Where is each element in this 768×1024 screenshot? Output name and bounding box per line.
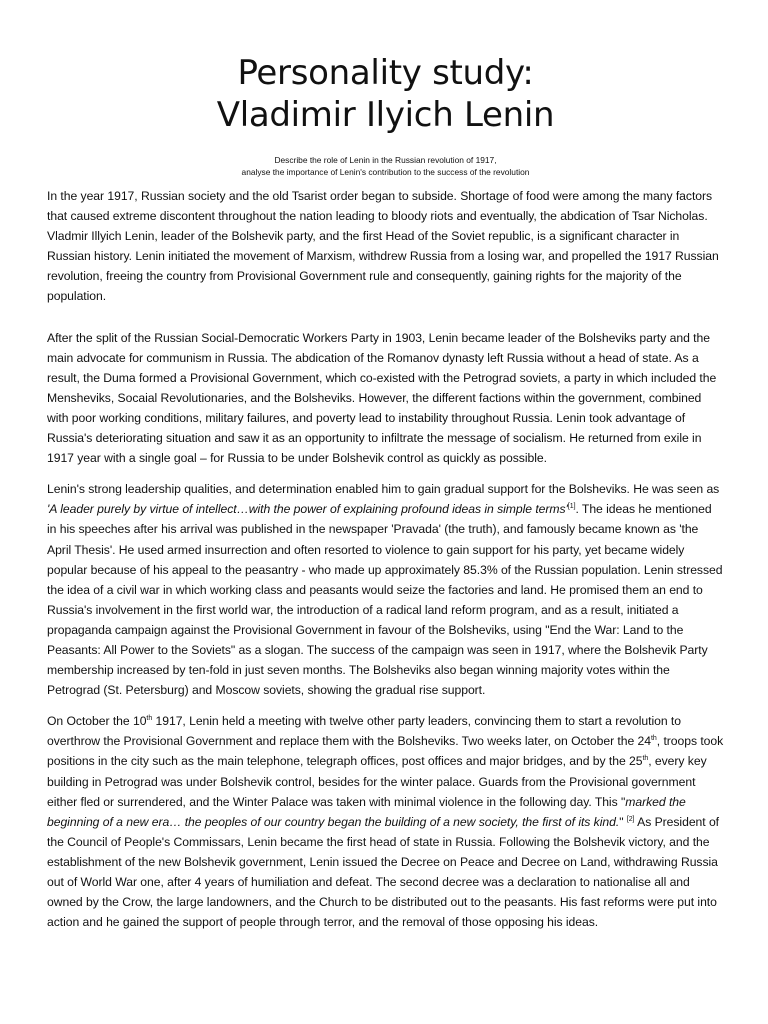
- paragraph-1: In the year 1917, Russian society and the old Tsarist order began to subside. Shortage of food were among the many factors that caused extreme discontent throughout the nation leading to bloody riots and eventually, the abdication of Tsar Nicholas. Vladmir Illyich Lenin, leader of the Bolshevik party, and the first Head of the Soviet republic, is a significant character in Russian history. Lenin initiated the movement of Marxism, withdrew Russia from a losing war, and propelled the 1917 Russian revolution, freeing the country from Provisional Government rule and consequently, gaining rights for the majority of the population.: [47, 189, 719, 304]
- paragraph-4-text-a: On October the 10: [47, 714, 147, 729]
- reference-1: [1]: [567, 503, 576, 511]
- paragraph-4-quote: marked the beginning of a new era… the peoples of our country began the building of a new society, the first of its kind.: [47, 794, 686, 829]
- paragraph-4-text-b: 1917, Lenin held a meeting with twelve other party leaders, convincing them to start a revolution to overthrow the Provisional Government and replace them with the Bolsheviks. Two weeks later, on October the 24: [47, 714, 681, 749]
- ordinal-suffix-1: th: [146, 715, 153, 723]
- paragraph-4-text-f: As President of the Council of People's Commissars, Lenin became the first head of state in Russia. Following the Bolshevik victory, and the establishment of the new Bolshevik government, Lenin issued the Decree on Peace and Decree on Land, withdrawing Russia out of World War one, after 4 years of humiliation and defeat. The second decree was a declaration to nationalise all and owned by the Crow, the large landowners, and the Church to be distributed out to the peasants. His fast reforms were put into action and he gained the support of people through terror, and the removal of those opposing his ideas.: [47, 814, 720, 930]
- document-title: [47, 52, 724, 136]
- reference-2: [2]: [626, 815, 635, 823]
- paragraph-4: [47, 711, 724, 932]
- paragraph-3-text-a: Lenin's strong leadership qualities, and determination enabled him to gain gradual support for the Bolsheviks. He was seen as: [47, 482, 720, 497]
- title-line-2: Vladimir Ilyich Lenin: [216, 95, 555, 135]
- ordinal-suffix-3: th: [642, 755, 649, 763]
- paragraph-3-quote: 'A leader purely by virtue of intellect…with the power of explaining profound ideas in simple terms': [47, 502, 568, 517]
- subtitle-line-1: Describe the role of Lenin in the Russian revolution of 1917,: [274, 155, 497, 165]
- subtitle-line-2: analyse the importance of Lenin's contribution to the success of the revolution: [241, 167, 530, 177]
- paragraph-3: [47, 479, 724, 700]
- paragraph-2: After the split of the Russian Social-Democratic Workers Party in 1903, Lenin became leader of the Bolsheviks party and the main advocate for communism in Russia. The abdication of the Romanov dynasty left Russia without a head of state. As a result, the Duma formed a Provisional Government, which co-existed with the Petrograd soviets, a party in which included the Mensheviks, Socaial Revolutionaries, and the Bolsheviks. However, the different factions within the government, combined with poor working conditions, military failures, and poverty lead to instability throughout Russia. Lenin took advantage of Russia's deteriorating situation and saw it as an opportunity to infiltrate the message of socialism. He returned from exile in 1917 year with a single goal – for Russia to be under Bolshevik control as quickly as possible.: [47, 330, 717, 466]
- paragraph-4-text-e: ": [619, 814, 627, 829]
- paragraph-4-text-d: , every key building in Petrograd was under Bolshevik control, besides for the winter palace. Guards from the Provisional government either fled or surrendered, and the Winter Palace was taken with minimal violence in the following day. This ": [47, 754, 707, 809]
- document-subtitle: [47, 154, 724, 178]
- ordinal-suffix-2: th: [651, 735, 657, 743]
- paragraph-3-text-b: . The ideas he mentioned in his speeches after his arrival was published in the newspaper 'Pravada' (the truth), and famously became known as 'the April Thesis'. He used armed insurrection and often resorted to violence to gain support for his party, yet became widely popular because of his appeal to the peasantry - who made up approximately 85.3% of the Russian population. Lenin stressed the idea of a civil war in which working class and peasants would seize the factories and land. He promised them an end to Russia's involvement in the first world war, the introduction of a radical land reform program, and as a result, initiated a propaganda campaign against the Provisional Government in favour of the Bolsheviks, using "End the War: Land to the Peasants: All Power to the Soviets" as a slogan. The success of the campaign was seen in 1917, where the Bolshevik Party membership increased by ten-fold in just seven months. The Bolsheviks also began winning majority votes within the Petrograd (St. Petersburg) and Moscow soviets, showing the gradual rise support.: [47, 502, 723, 698]
- title-line-1: Personality study:: [237, 53, 534, 93]
- paragraph-4-text-c: , troops took positions in the city such as the main telephone, telegraph offices, post offices and major bridges, and by the 25: [47, 734, 724, 769]
